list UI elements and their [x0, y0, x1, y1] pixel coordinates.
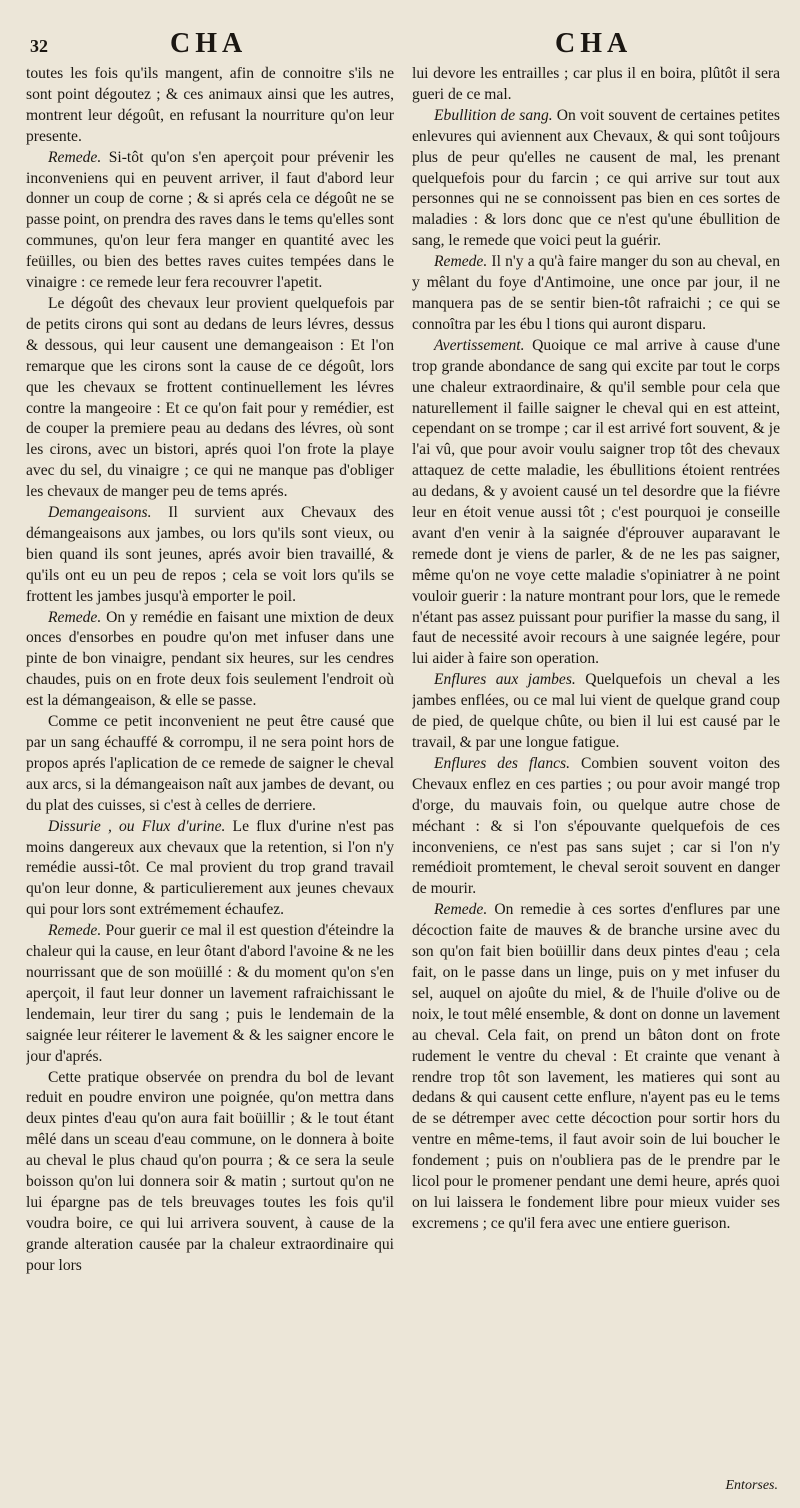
paragraph	[26, 608, 394, 713]
paragraph-heading: Avertissement.	[434, 336, 525, 354]
paragraph-text: Il n'y a qu'à faire manger du son au cheval, en y mêlant du foye d'Antimoine, une once par jour, il ne manquera pas de se sentir bien-tôt rafraichi ; ce qui se connoîtra par les ébu l tions qui auront disparu.	[412, 253, 780, 333]
paragraph-text: Cette pratique observée on prendra du bol de levant reduit en poudre environ une poignée, qu'on mettra dans deux pintes d'eau qu'on aura fait boüillir ; & le tout étant mêlé dans un sceau d'eau commune, on le donnera à boite au cheval le plus chaud qu'on pourra ; & ce sera la seule boisson qu'on lui donnera soir & matin ; surtout qu'on ne lui épargne pas de tels breuvages toutes les fois qu'il voudra boire, ce qui lui arrivera souvent, à cause de la grande alteration causée par la chaleur extraordinaire qui pour lors	[26, 1068, 394, 1274]
paragraph	[26, 294, 394, 503]
paragraph	[412, 336, 780, 671]
paragraph-text: On voit souvent de certaines petites enlevures qui aviennent aux Chevaux, & qui sont toûjours plus de peur qu'elles ne causent de mal, les prenant quelquefois pour du farcin ; ce qui arrive sur tout aux personnes qui ne se connoissent pas bien en ces sortes de maladies : & lors donc que ce n'est qu'une ébullition de sang, le remede que voici peut la guérir.	[412, 106, 780, 250]
paragraph-text: On y remédie en faisant une mixtion de deux onces d'ensorbes en poudre qu'on met infuser dans une pinte de bon vinaigre, pendant six heures, sur les cendres chaudes, puis on en frote deux fois seulement l'endroit où est la démangeaison, & elle se passe.	[26, 608, 394, 710]
paragraph	[26, 148, 394, 294]
paragraph	[26, 503, 394, 608]
paragraph-text: Comme ce petit inconvenient ne peut être causé que par un sang échauffé & corrompu, il ne sera point hors de propos aprés l'aplication de ce remede de saigner le cheval aux arcs, si la démangeaison naît aux jambes de devant, ou du plat des cuisses, si c'est à celles de derriere.	[26, 713, 394, 814]
left-text-column	[26, 64, 394, 1484]
paragraph-heading: Ebullition de sang.	[434, 106, 553, 124]
paragraph	[26, 64, 394, 148]
paragraph-heading: Remede.	[48, 922, 102, 940]
page-number: 32	[30, 36, 48, 56]
paragraph-heading: Remede.	[48, 608, 102, 626]
paragraph	[412, 64, 780, 106]
paragraph-text: Il survient aux Chevaux des démangeaisons aux jambes, ou lors qu'ils sont vieux, ou bien quand ils sont jeunes, aprés avoir bien travaillé, & qu'ils ont eu un peu de repos ; cela se voit lors qu'ils se frottent les jambes jusqu'à emporter le poil.	[26, 504, 394, 605]
paragraph-heading: Remede.	[434, 253, 488, 271]
paragraph-heading: Enflures des flancs.	[434, 754, 571, 772]
paragraph-text: On remedie à ces sortes d'enflures par une décoction faite de mauves & de branche ursine avec du son qu'on fait bien boüillir dans deux pintes d'eau ; cela fait, on le passe dans un linge, puis on y met infuser du sel, auquel on ajoûte du miel, & de l'huile d'olive ou de noix, le tout mêlé ensemble, & dont on donne un lavement au cheval. Cela fait, on prend un bâton dont on frote rudement le ventre du cheval : Et crainte que venant à rendre trop tôt son lavement, les matieres qui sont au dedans & qui causent cette enflure, n'ayent pas eu le tems de se détremper avec cette décoction pour sortir hors du ventre en même-tems, il faut avoir soin de lui boucher le fondement ; puis on n'oubliera pas de le prendre par le licol pour le promener pendant une demi heure, aprés quoi on lui laissera le fondement libre pour mieux vuider ses excremens ; ce qu'il fera avec une entiere guerison.	[412, 901, 780, 1232]
running-head-left: CHA	[170, 28, 248, 59]
paragraph-text: Combien souvent voiton des Chevaux enflez en ces parties ; ou pour avoir mangé trop d'orge, du mauvais foin, ou quelque autre chose de méchant : & si l'on s'épouvante quelquefois de ces inconveniens, ce n'est pas sans sujet ; car si l'on n'y remédioit promtement, le cheval seroit souvent en danger de mourir.	[412, 754, 780, 898]
paragraph	[26, 817, 394, 922]
paragraph	[26, 712, 394, 817]
paragraph	[412, 252, 780, 336]
catchword: Entorses.	[725, 1478, 778, 1493]
paragraph-heading: Demangeaisons.	[48, 504, 152, 522]
paragraph-text: lui devore les entrailles ; car plus il en boira, plûtôt il sera gueri de ce mal.	[412, 65, 780, 103]
paragraph	[26, 921, 394, 1067]
paragraph-text: Le flux d'urine n'est pas moins dangereux aux chevaux que la retention, si l'on n'y remédie aussi-tôt. Ce mal provient du trop grand travail qu'on leur donne, & particulierement aux jeunes chevaux qui pour lors sont extrémement échaufez.	[26, 817, 394, 919]
paragraph-text: Quoique ce mal arrive à cause d'une trop grande abondance de sang qui excite par tout le corps une chaleur extraordinaire, & qu'il semble pour cela que naturellement il faille saigner le cheval qui en est atteint, cependant on se trompe ; car il est arrivé fort souvent, & je l'ai vû, que pour avoir voulu saigner trop tôt des chevaux attaquez de cette maladie, les ébullitions étoient rentrées au dedans, & y avoient causé un tel desordre que la fiévre leur en étoit venue aussi tôt ; c'est pourquoi je conseille avant d'en venir à la saignée d'éprouver auparavant le remede dont je viens de parler, & de ne les pas saigner, même qu'on ne voye cette maladie s'opiniatrer à ne point vouloir guerir : la nature montrant pour lors, que le remede n'étant pas assez puissant pour purifier la masse du sang, il faut de necessité avoir recours à une saignée legére, pour lui aider à faire son operation.	[412, 336, 780, 668]
paragraph-text: Quelquefois un cheval a les jambes enflées, ou ce mal lui vient de quelque grand coup de pied, de quelque chûte, ou bien il lui est causé par le travail, & par une longue fatigue.	[412, 671, 780, 751]
paragraph	[26, 1068, 394, 1277]
paragraph	[412, 754, 780, 900]
paragraph-heading: Dissurie , ou Flux d'urine.	[48, 817, 226, 835]
running-head-right: CHA	[555, 28, 633, 59]
paragraph-heading: Remede.	[48, 148, 102, 166]
paragraph	[412, 900, 780, 1235]
paragraph-text: toutes les fois qu'ils mangent, afin de connoitre s'ils ne sont point dégoutez ; & ces animaux ainsi que les autres, montrent leur dégoût, en refusant la nourriture qu'on leur presente.	[26, 65, 394, 145]
paragraph	[412, 106, 780, 252]
paragraph	[412, 670, 780, 754]
right-text-column	[412, 64, 780, 1484]
paragraph-heading: Enflures aux jambes.	[434, 671, 576, 689]
paragraph-text: Pour guerir ce mal il est question d'éteindre la chaleur qui la cause, en leur ôtant d'abord l'avoine & ne les nourrissant que de son moüillé : & du moment qu'on s'en aperçoit, il faut leur donner un lavement rafraichissant le lendemain, leur tirer du sang ; puis le lendemain de la saignée leur réiterer le lavement & & les saigner encore le jour d'aprés.	[26, 922, 394, 1065]
paragraph-text: Le dégoût des chevaux leur provient quelquefois par de petits cirons qui sont au dedans de leurs lévres, dessus & dessous, qui leur causent une demangeaison : Et l'on remarque que les cirons sont la cause de ce dégoût, lors que les chevaux se frottent continuellement les lévres contre la mangeoire : Et ce qu'on fait pour y remédier, est de couper la premiere peau au dedans des lévres, où sont les cirons, avec un bistori, aprés quoi l'on frote la playe avec du sel, du vinaigre ; ce qui ne manque pas d'obliger les chevaux de manger peu de tems aprés.	[26, 294, 394, 501]
paragraph-heading: Remede.	[434, 901, 488, 919]
paragraph-text: Si-tôt qu'on s'en aperçoit pour prévenir les inconveniens qui en peuvent arriver, il faut d'abord leur donner un coup de corne ; & si aprés cela ce dégoût ne se passe point, on prendra des raves dans le tems qu'elles sont communes, qu'on leur fera manger en quantité avec les feüilles, ou bien des bettes raves cuites tempées dans le vinaigre : ce remede leur fera recouvrer l'apetit.	[26, 148, 394, 292]
